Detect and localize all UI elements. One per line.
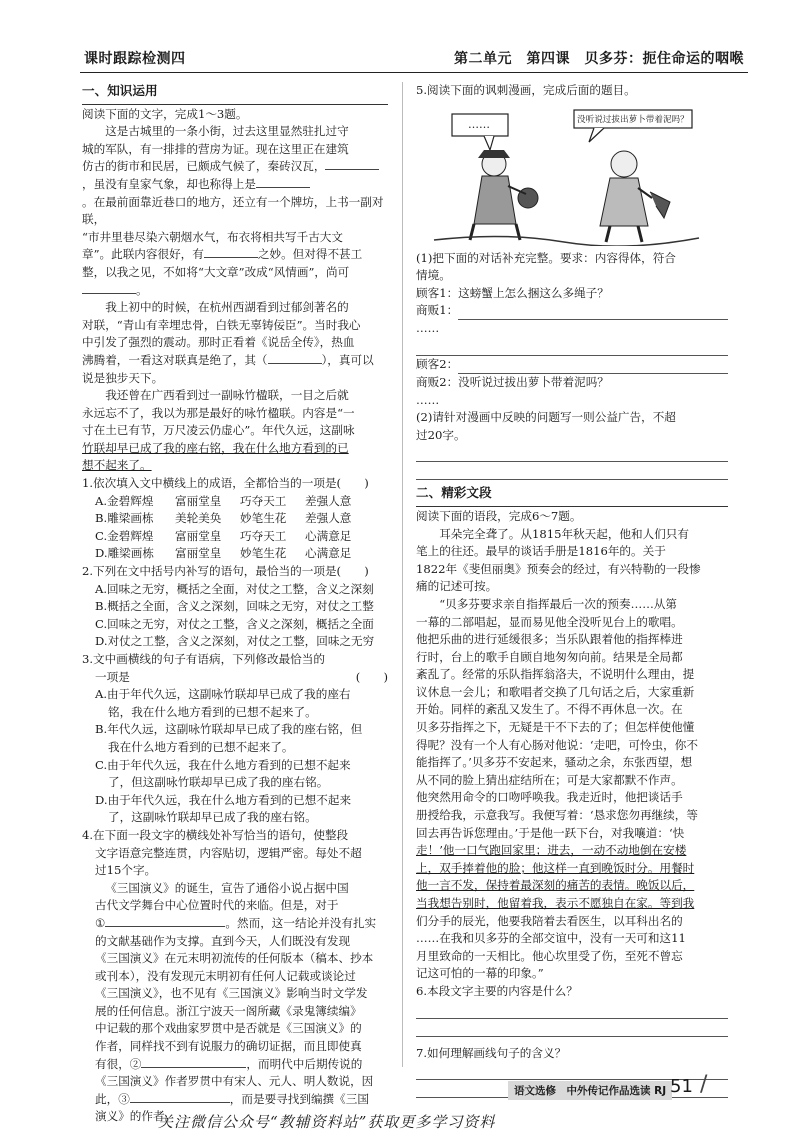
q1-option-c[interactable]: C.金碧辉煌 富丽堂皇 巧夺天工 心满意足 — [95, 528, 352, 543]
left-column — [82, 82, 388, 1126]
q2-option-a[interactable]: A.回味之无穷，概括之全面，对仗之工整，含义之深刻 — [95, 581, 374, 596]
q3-option-a[interactable]: A.由于年代久远，这副咏竹联却早已成了我的座右 — [95, 687, 351, 702]
q2-option-b[interactable]: B.概括之全面，含义之深刻，回味之无穷，对仗之工整 — [95, 599, 374, 614]
answer-line[interactable] — [416, 444, 728, 462]
question-7: 7.如何理解画线句子的含义？ — [416, 1045, 728, 1099]
section2-instruction: 阅读下面的语段，完成6～7题。 — [416, 508, 582, 523]
answer-line[interactable] — [416, 338, 728, 356]
q1-option-d[interactable]: D.雕梁画栋 富丽堂皇 妙笔生花 心满意足 — [95, 546, 352, 561]
q1-option-a[interactable]: A.金碧辉煌 富丽堂皇 巧夺天工 差强人意 — [95, 493, 352, 508]
dialogue-vendor2: 商贩2：没听说过拔出萝卜带着泥吗？ — [416, 374, 609, 389]
satire-cartoon — [424, 106, 704, 246]
passage2-para2: “贝多芬要求亲自指挥最后一次的预奏……从第 一幕的二部唱起，显而易见他全没听见台上的歌唱。 他把乐曲的进行延缓很多；当乐队跟着他的指挥棒进 行时，台上的歌手自顾自地匆匆向前。结果是全局都 紊乱了。经常的乐队指挥翁洛夫，不说明什么理由，提 议休息一会儿；和歌唱者交换了几句话之后，大家重新 开始。同样的紊乱又发生了。不得不再休息一次。在 贝多芬指挥之下，无疑是干不下去的了；但怎样使他懂 得呢？没有一个人有心肠对他说：‘走吧，可怜虫，你不 能指挥了。’贝多芬不安起来，骚动之余，东张西望，想 从不同的脸上猜出症结所在；可是大家都默不作声。 他突然用命令的口吻呼唤我。我走近时，他把谈话手 册授给我，示意我写。我便写着：‘恳求您勿再继续，等 回去再告诉您理由。’于是他一跃下台，对我嚷道：‘快 走！’他一口气跑回家里；进去，一动不动地倒在安楼 上，双手捧着他的脸；他这样一直到晚饭时分。用餐时 他一言不发，保持着最深刻的痛苦的表情。晚饭以后， 当我想告别时，他留着我，表示不愿独自在家。等到我 们分手的辰光，他要我陪着去看医生，以耳科出名的 ……在我和贝多芬的全部交谊中，没有一天可和这11 月里致命的一天相比。他心坎里受了伤，至死不曾忘 记这可怕的一幕的印象。” — [416, 596, 698, 981]
dialogue-customer2[interactable]: 顾客2： — [416, 356, 728, 374]
right-column — [416, 82, 728, 1098]
question-4: 4.在下面一段文字的横线处补写恰当的语句，使整段 文字语意完整连贯，内容贴切，逻辑严密。每处不超 过15个字。 《三国演义》的诞生，宣告了通俗小说占据中国 古代文学舞台中心位置时代的来临。但是，对于 ① 。然而，这一结论并没有扎实 的文献基础作为支撑。直到今天，人们既没有发现 《三国演义》在元末明初流传的任何版本（稿本、抄本 或刊本），没有发现元末明初有任何人记载或谈论过 《三国演义》，也不见有《三国演义》影响当时文学发 展的任何信息。浙江宁波天一阁所藏《录鬼簿续编》 中记载的那个戏曲家罗贯中是否就是《三国演义》的 作者，同样找不到有说服力的确切证据，而且即使真 有很，② ，而明代中后期传说的 《三国演义》作者罗贯中有宋人、元人、明人数说，因 此，③ ，而是要寻找到编撰《三国 演义》的作者。 — [82, 827, 377, 1124]
header-title-left: 课时跟踪检测四 — [84, 51, 186, 67]
q5-part1: (1)把下面的对话补充完整。要求：内容得体，符合 情境。 顾客1：这螃蟹上怎么捆这么多绳子？ 商贩1： …… 顾客2： 商贩2：没听说过拔出萝卜带着泥吗？ …… — [416, 250, 728, 410]
bubble-right-text: 没听说过拔出萝卜带着泥吗？ — [577, 114, 689, 125]
question-2: 2.下列在文中括号内补写的语句，最恰当的一项是( ) A.回味之无穷，概括之全面，对仗之工整，含义之深刻 B.概括之全面，含义之深刻，回味之无穷，对仗之工整 C.回味之无穷，对仗之工整，含义之深刻，概括之全面 D.对仗之工整，含义之深刻，对仗之工整，回味之无穷 — [82, 563, 388, 651]
passage-para2: 我上初中的时候，在杭州西湖看到过郁剑著名的 对联，“青山有幸埋忠骨，白铁无辜铸佞臣”。当时我心 中引发了强烈的震动。那时正看着《说岳全传》，热血 沸腾着，一看这对联真是绝了，其（ ），真可以 说是独步天下。 — [82, 300, 374, 385]
q2-option-d[interactable]: D.对仗之工整，含义之深刻，对仗之工整，回味之无穷 — [95, 634, 375, 649]
answer-line[interactable] — [416, 1019, 728, 1037]
passage-para1: 这是古城里的一条小街，过去这里显然驻扎过守 城的军队，有一排排的营房为证。现在这里正在建筑 仿古的街市和民居，已颇成气候了，秦砖汉瓦， ，虽没有皇家气象，却也称得上是 。在最前面靠近巷口的地方，还立有一个牌坊，上书一副对联， “市井里巷尽染六朝烟水气，布衣将相共写千古大文 章”。此联内容很好，有 之妙。但对得不甚工 整，以我之见，不如将“大文章”改成“风情画”，尚可 。 — [82, 124, 384, 297]
question-1: 1.依次填入文中横线上的成语，全都恰当的一项是( ) A.金碧辉煌 富丽堂皇 巧夺天工 差强人意 B.雕梁画栋 美轮美奂 妙笔生花 差强人意 C.金碧辉煌 富丽堂皇 巧夺天工 心满意足 D.雕梁画栋 富丽堂皇 妙笔生花 心满意足 — [82, 475, 388, 563]
footer-watermark: 关注微信公众号“教辅资料站”获取更多学习资料 — [158, 1113, 496, 1131]
passage2-para1: 耳朵完全聋了。从1815年秋天起，他和人们只有 笔上的往还。最早的谈话手册是1816年的。关于 1822年《斐但丽奥》预奏会的经过，有兴特勒的一段惨 痛的记述可按。 — [416, 526, 701, 594]
answer-line[interactable] — [416, 462, 728, 480]
q1-option-b[interactable]: B.雕梁画栋 美轮美奂 妙笔生花 差强人意 — [95, 511, 352, 526]
column-divider — [402, 82, 403, 1067]
q3-option-b[interactable]: B.年代久远，这副咏竹联却早已成了我的座右铭，但 — [95, 722, 363, 737]
dialogue-customer1: 顾客1：这螃蟹上怎么捆这么多绳子？ — [416, 285, 609, 300]
question-3: 3.文中画横线的句子有语病，下列修改最恰当的 一项是 ( ) A.由于年代久远，这副咏竹联却早已成了我的座右 铭，我在什么地方看到的已想不起来了。 B.年代久远，这副咏竹联却早已成了我的座右铭，但 我在什么地方看到的已想不起来了。 C.由于年代久远，我在什么地方看到的已想不起来 了，但这副咏竹联却早已成了我的座右铭。 D.由于年代久远，我在什么地方看到的已想不起来 了，这副咏竹联却早已成了我的座右铭。 — [82, 652, 388, 825]
dialogue-vendor1[interactable]: 商贩1： — [416, 302, 728, 320]
footer-book-tag: 语文选修 中外传记作品选读 RJ — [508, 1081, 672, 1100]
section2-title: 二、精彩文段 — [416, 485, 492, 501]
q3-option-c[interactable]: C.由于年代久远，我在什么地方看到的已想不起来 — [95, 757, 351, 772]
section1-instruction: 阅读下面的文字，完成1～3题。 — [82, 106, 248, 121]
bubble-left-text: …… — [468, 117, 490, 131]
page-slash: / — [700, 1072, 708, 1097]
question-6: 6.本段文字主要的内容是什么？ — [416, 983, 728, 1037]
section1-title: 一、知识运用 — [82, 83, 158, 98]
q3-option-d[interactable]: D.由于年代久远，我在什么地方看到的已想不起来 — [95, 792, 352, 807]
passage-para3: 我还曾在广西看到过一副咏竹楹联，一目之后就 永远忘不了，我以为那是最好的咏竹楹联。内容是“一 寸在土已有节，万尺凌云仍虚心”。年代久远，这副咏 竹联却早已成了我的座右铭，我在什么地方看到的已 想不起来了。 — [82, 388, 355, 473]
q2-option-c[interactable]: C.回味之无穷，对仗之工整，含义之深刻，概括之全面 — [95, 616, 374, 631]
q5-stem: 5.阅读下面的讽刺漫画，完成后面的题目。 — [416, 83, 636, 97]
header-title-right: 第二单元 第四课 贝多芬：扼住命运的咽喉 — [454, 51, 744, 67]
answer-line[interactable] — [416, 1001, 728, 1019]
q5-part2: (2)请针对漫画中反映的问题写一则公益广告，不超 过20字。 — [416, 409, 728, 480]
page-number: 51 — [670, 1076, 693, 1097]
header-rule — [80, 72, 748, 73]
